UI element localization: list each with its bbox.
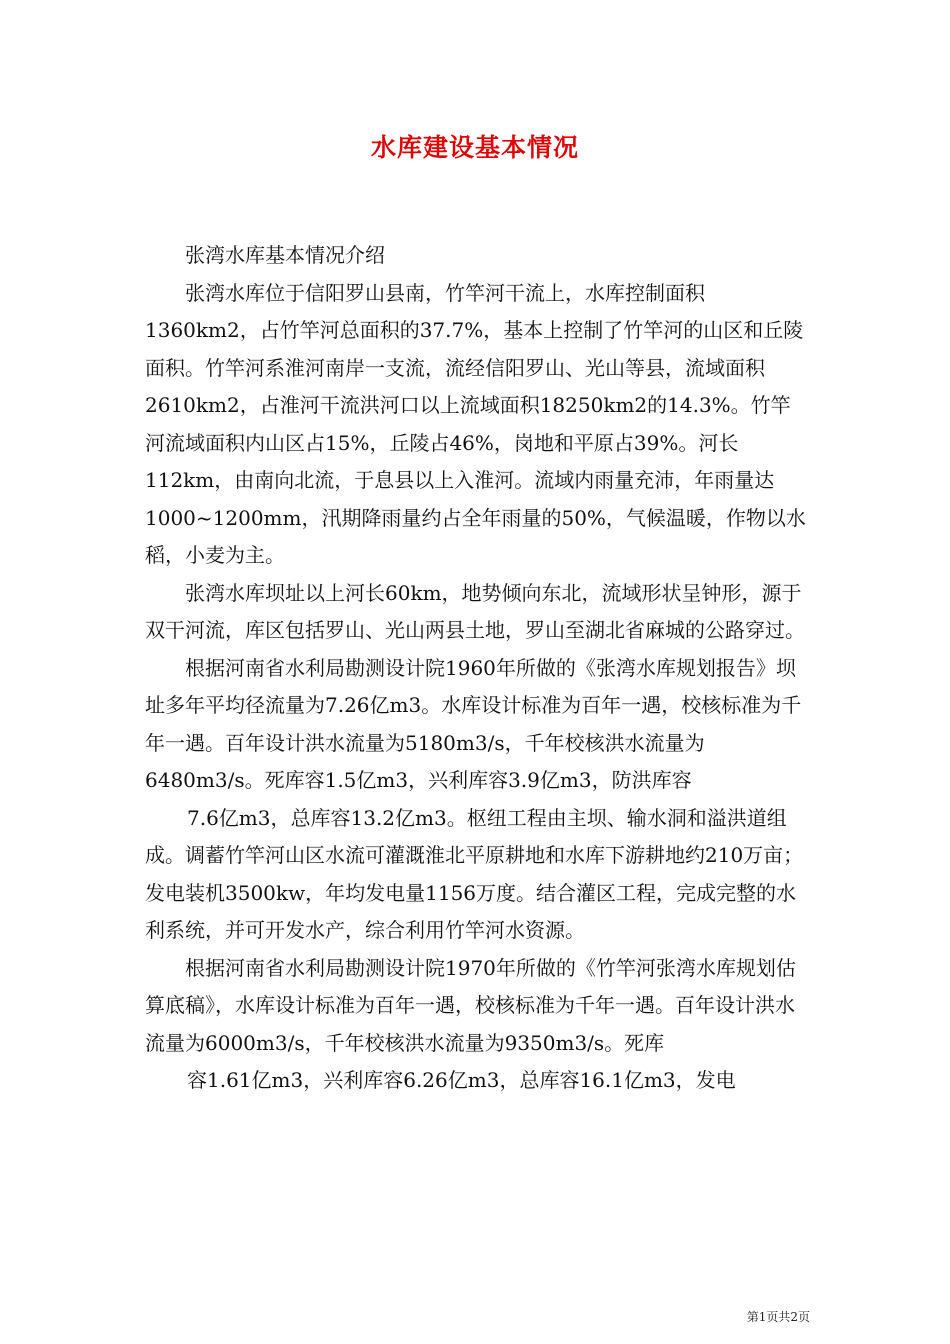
page-number: 第1页共2页 — [746, 1310, 810, 1324]
paragraph: 容1.61亿m3，兴利库容6.26亿m3，总库容16.1亿m3，发电 — [187, 1068, 736, 1092]
document-body — [145, 237, 810, 1100]
document-title: 水库建设基本情况 — [370, 133, 579, 162]
paragraph: 张湾水库坝址以上河长60km，地势倾向东北，流域形状呈钟形，源于双干河流，库区包括罗山、光山两县土地，罗山至湖北省麻城的公路穿过。 — [145, 580, 805, 642]
paragraph: 张湾水库位于信阳罗山县南，竹竿河干流上，水库控制面积1360km2，占竹竿河总面积的37.7%，基本上控制了竹竿河的山区和丘陵面积。竹竿河系淮河南岸一支流，流经信阳罗山、光山等县，流域面积2610km2，占淮河干流洪河口以上流域面积18250km2的14.3%。竹竿河流域面积内山区占15%，丘陵占46%，岗地和平原占39%。河长112km，由南向北流，于息县以上入淮河。流域内雨量充沛，年雨量达1000~1200mm，汛期降雨量约占全年雨量的50%，气候温暖，作物以水稻，小麦为主。 — [145, 280, 806, 567]
paragraph: 根据河南省水利局勘测设计院1960年所做的《张湾水库规划报告》坝址多年平均径流量为7.26亿m3。水库设计标准为百年一遇，校核标准为千年一遇。百年设计洪水流量为5180m3/s，千年校核洪水流量为6480m3/s。死库容1.5亿m3，兴利库容3.9亿m3，防洪库容 — [145, 655, 802, 792]
paragraph-heading: 张湾水库基本情况介绍 — [185, 243, 385, 267]
paragraph: 7.6亿m3，总库容13.2亿m3。枢纽工程由主坝、输水洞和溢洪道组成。调蓄竹竿河山区水流可灌溉淮北平原耕地和水库下游耕地约210万亩；发电装机3500kw，年均发电量1156万度。结合灌区工程，完成完整的水利系统，并可开发水产，综合利用竹竿河水资源。 — [145, 805, 804, 942]
paragraph: 根据河南省水利局勘测设计院1970年所做的《竹竿河张湾水库规划估算底稿》，水库设计标准为百年一遇，校核标准为千年一遇。百年设计洪水流量为6000m3/s，千年校核洪水流量为9350m3/s。死库 — [145, 955, 796, 1055]
